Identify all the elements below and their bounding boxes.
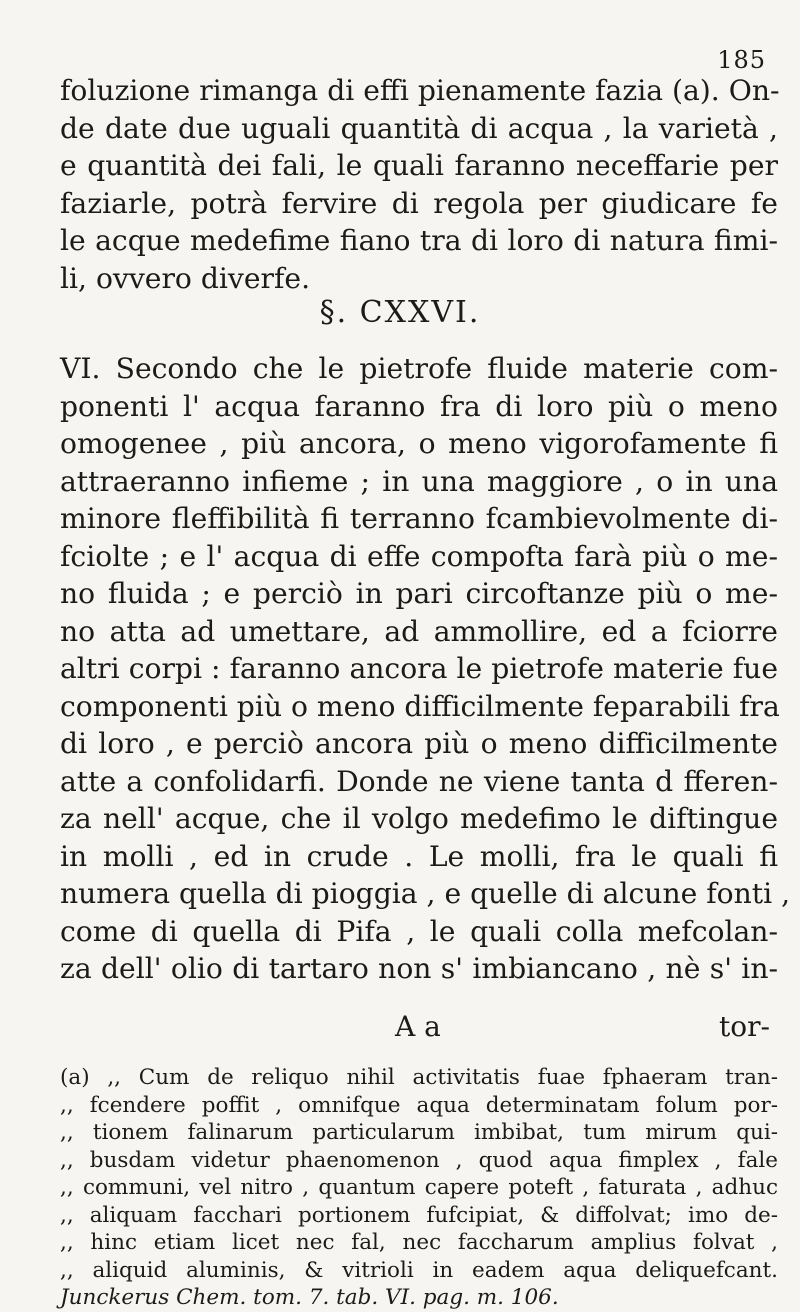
footnote-line: ,, hinc etiam licet nec fal, nec faccharum amplius folvat , bbox=[60, 1230, 778, 1255]
text-line: omogenee , più ancora, o meno vigorofamente fi bbox=[60, 427, 778, 460]
text-line: minore fleffibilità fi terranno fcambievolmente di- bbox=[60, 502, 778, 535]
text-line: li, ovvero diverfe. bbox=[60, 261, 311, 295]
text-line: atte a confolidarfi. Donde ne viene tanta d fferen- bbox=[60, 764, 778, 798]
text-line: faziarle, potrà fervire di regola per giudicare fe bbox=[60, 186, 778, 220]
footnote-line: ,, busdam videtur phaenomenon , quod aqua fimplex , fale bbox=[60, 1147, 778, 1173]
page-number: 185 bbox=[717, 46, 766, 74]
text-line: altri corpi : faranno ancora le pietrofe materie fue bbox=[60, 652, 778, 685]
text-line: za dell' olio di tartaro non s' imbiancano , nè s' in- bbox=[60, 952, 778, 985]
text-line: in molli , ed in crude . Le molli, fra le quali fi bbox=[60, 839, 778, 873]
text-line: za nell' acque, che il volgo medefimo le diftingue bbox=[60, 802, 778, 835]
text-line: VI. Secondo che le pietrofe fluide materie com- bbox=[60, 352, 778, 385]
section-heading: §. CXXVI. bbox=[319, 295, 481, 330]
text-line: de date due uguali quantità di acqua , la varietà , bbox=[60, 111, 778, 145]
text-line: ponenti l' acqua faranno fra di loro più o meno bbox=[60, 389, 778, 423]
footnote-line: ,, aliquid aluminis, & vitrioli in eadem aqua deliquefcant. bbox=[60, 1257, 778, 1283]
footnote-line: ,, tionem falinarum particularum imbibat, tum mirum qui- bbox=[60, 1120, 778, 1145]
footnote-line: ,, aliquam facchari portionem fufcipiat, & diffolvat; imo de- bbox=[60, 1202, 778, 1228]
text-line: come di quella di Pifa , le quali colla mefcolan- bbox=[60, 914, 778, 948]
footnote bbox=[60, 1064, 778, 1312]
text-line: fciolte ; e l' acqua di effe compofta farà più o me- bbox=[60, 539, 778, 573]
text-line: componenti più o meno difficilmente feparabili fra bbox=[60, 689, 780, 723]
text-line: di loro , e perciò ancora più o meno difficilmente bbox=[60, 727, 778, 760]
footnote-citation: Junckerus Chem. tom. 7. tab. VI. pag. m. 106. bbox=[60, 1285, 559, 1310]
paragraph-1 bbox=[60, 72, 778, 297]
text-line: numera quella di pioggia , e quelle di alcune fonti , bbox=[60, 877, 791, 910]
text-line: no atta ad umettare, ad ammollire, ed a fciorre bbox=[60, 614, 778, 648]
footnote-line: (a) ,, Cum de reliquo nihil activitatis fuae fphaeram tran- bbox=[60, 1065, 778, 1090]
text-line: no fluida ; e perciò in pari circoftanze più o me- bbox=[60, 577, 778, 610]
footnote-line: ,, communi, vel nitro , quantum capere poteft , faturata , adhuc bbox=[60, 1175, 778, 1200]
catchword: tor- bbox=[719, 1010, 770, 1043]
signature-mark: A a bbox=[395, 1010, 441, 1043]
text-line: attraeranno infieme ; in una maggiore , o in una bbox=[60, 464, 778, 498]
text-line: foluzione rimanga di effi pienamente fazia (a). On- bbox=[60, 74, 780, 107]
text-line: e quantità dei fali, le quali faranno neceffarie per bbox=[60, 149, 778, 182]
footnote-line: ,, fcendere poffit , omnifque aqua determinatam folum por- bbox=[60, 1092, 778, 1118]
text-line: le acque medefime fiano tra di loro di natura fimi- bbox=[60, 224, 778, 257]
paragraph-2 bbox=[60, 350, 791, 988]
